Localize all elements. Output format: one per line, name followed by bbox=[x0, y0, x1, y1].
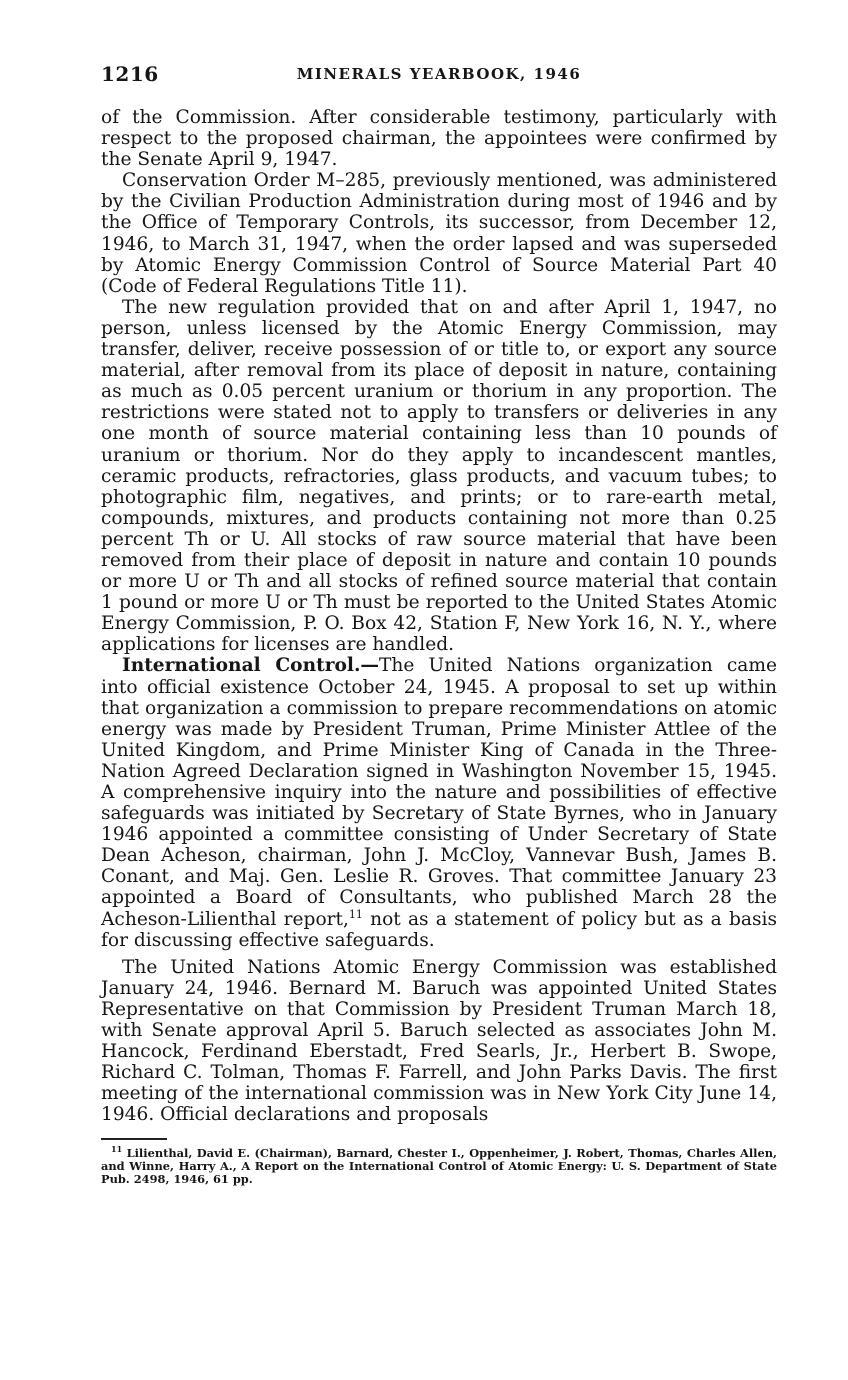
footnote bbox=[101, 1144, 777, 1186]
section-run-in-heading: International Control.— bbox=[122, 655, 380, 677]
running-title: MINERALS YEARBOOK, 1946 bbox=[296, 65, 582, 83]
paragraph-un-atomic-energy-commission: The United Nations Atomic Energy Commission was established January 24, 1946. Bernard M. Baruch was appointed United States Representative on that Commission by President Truman March 18, with Senate approval April 5. Baruch selected as associates John M. Hancock, Ferdinand Eberstadt, Fred Searls, Jr., Herbert B. Swope, Richard C. Tolman, Thomas F. Farrell, and John Parks Davis. The first meeting of the international commission was in New York City June 14, 1946. Official declarations and proposals bbox=[101, 956, 777, 1126]
body-text bbox=[101, 107, 777, 1126]
page-number: 1216 bbox=[101, 62, 159, 86]
paragraph-conservation-order: Conservation Order M–285, previously mentioned, was administered by the Civilian Production Administration during most of 1946 and by the Office of Temporary Controls, its successor, from December 12, 1946, to March 31, 1947, when the order lapsed and was superseded by Atomic Energy Commission Control of Source Material Part 40 (Code of Federal Regulations Title 11). bbox=[101, 170, 777, 297]
paragraph-new-regulation: The new regulation provided that on and after April 1, 1947, no person, unless licensed by the Atomic Energy Commission, may transfer, deliver, receive possession of or title to, or export any source material, after removal from its place of deposit in nature, containing as much as 0.05 percent uranium or thorium in any proportion. The restrictions were stated not to apply to transfers or deliveries in any one month of source material containing less than 10 pounds of uranium or thorium. Nor do they apply to incandescent mantles, ceramic products, refractories, glass products, and vacuum tubes; to photographic film, negatives, and prints; or to rare-earth metal, compounds, mixtures, and products containing not more than 0.25 percent Th or U. All stocks of raw source material that have been removed from their place of deposit in nature and contain 10 pounds or more U or Th and all stocks of refined source material that contain 1 pound or more U or Th must be reported to the United States Atomic Energy Commission, P. O. Box 42, Station F, New York 16, N. Y., where applications for licenses are handled. bbox=[101, 296, 777, 656]
paragraph-commission-confirmation: of the Commission. After considerable testimony, particularly with respect to the proposed chairman, the appointees were confirmed by the Senate April 9, 1947. bbox=[101, 107, 777, 171]
paragraph-international-control: International Control.—The United Nations organization came into official existence October 24, 1945. A proposal to set up within that organization a commission to prepare recommendations on atomic energy was made by President Truman, Prime Minister Attlee of the United Kingdom, and Prime Minister King of Canada in the Three-Nation Agreed Declaration signed in Washington November 15, 1945. A comprehensive inquiry into the nature and possibilities of effective safeguards was initiated by Secretary of State Byrnes, who in January 1946 appointed a committee consisting of Under Secretary of State Dean Acheson, chairman, John J. McCloy, Vannevar Bush, James B. Conant, and Maj. Gen. Leslie R. Groves. That committee January 23 appointed a Board of Consultants, who published March 28 the Acheson-Lilienthal report,$^{11}$ not as a statement of policy but as a basis for discussing effective safeguards. bbox=[101, 655, 778, 951]
footnote-divider bbox=[101, 1138, 167, 1140]
footnote-reference[interactable]: 11 bbox=[348, 907, 363, 921]
page-header bbox=[101, 62, 777, 88]
footnote-text: Lilienthal, David E. (Chairman), Barnard, Chester I., Oppenheimer, J. Robert, Thomas, Charles Allen, and Winne, Harry A., A Report on the International Control of Atomic Energy: U. S. Department of State Pub. 2498, 1946, 61 pp. bbox=[101, 1146, 777, 1186]
footnote-mark: 11 bbox=[111, 1144, 123, 1155]
